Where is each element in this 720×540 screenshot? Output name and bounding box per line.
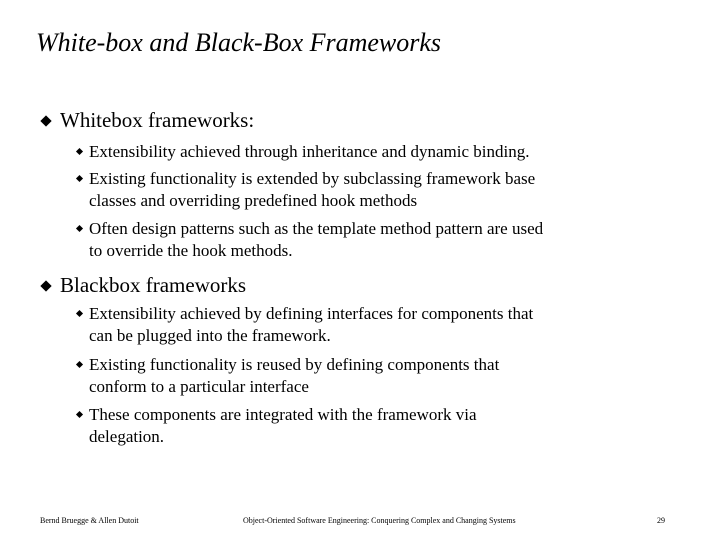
blackbox-point-2-line-1: Existing functionality is reused by defining components that	[89, 355, 500, 374]
whitebox-point-1-line-1: Extensibility achieved through inheritance and dynamic binding.	[89, 142, 530, 161]
sub-bullet-icon	[76, 175, 83, 182]
sub-bullet-icon	[76, 148, 83, 155]
sub-bullet-icon	[76, 411, 83, 418]
footer-page-number: 29	[657, 516, 665, 525]
section-heading-blackbox: Blackbox frameworks	[60, 273, 247, 297]
blackbox-point-3	[89, 404, 477, 447]
diamond-bullet-icon	[40, 115, 51, 126]
sub-bullet-icon	[76, 310, 83, 317]
blackbox-point-3-line-1: These components are integrated with the framework via	[89, 405, 477, 424]
whitebox-point-2	[89, 168, 535, 211]
whitebox-point-3-line-2: to override the hook methods.	[89, 240, 293, 260]
blackbox-point-2-line-2: conform to a particular interface	[89, 376, 309, 396]
blackbox-point-1	[89, 303, 533, 346]
whitebox-point-2-line-2: classes and overriding predefined hook methods	[89, 190, 418, 210]
footer-book-title: Object-Oriented Software Engineering: Conquering Complex and Changing Systems	[243, 516, 516, 525]
whitebox-point-3-line-1: Often design patterns such as the template method pattern are used	[89, 219, 544, 238]
blackbox-point-2	[89, 354, 499, 397]
section-heading-whitebox: Whitebox frameworks:	[60, 108, 255, 132]
whitebox-point-3	[89, 218, 543, 261]
whitebox-point-2-line-1: Existing functionality is extended by subclassing framework base	[89, 169, 536, 188]
sub-bullet-icon	[76, 361, 83, 368]
whitebox-point-1	[89, 141, 529, 163]
slide-title: White-box and Black-Box Frameworks	[36, 28, 442, 57]
blackbox-point-1-line-2: can be plugged into the framework.	[89, 325, 331, 345]
diamond-bullet-icon	[40, 280, 51, 291]
sub-bullet-icon	[76, 225, 83, 232]
blackbox-point-1-line-1: Extensibility achieved by defining interfaces for components that	[89, 304, 534, 323]
blackbox-point-3-line-2: delegation.	[89, 426, 165, 446]
footer-authors: Bernd Bruegge & Allen Dutoit	[40, 516, 139, 525]
